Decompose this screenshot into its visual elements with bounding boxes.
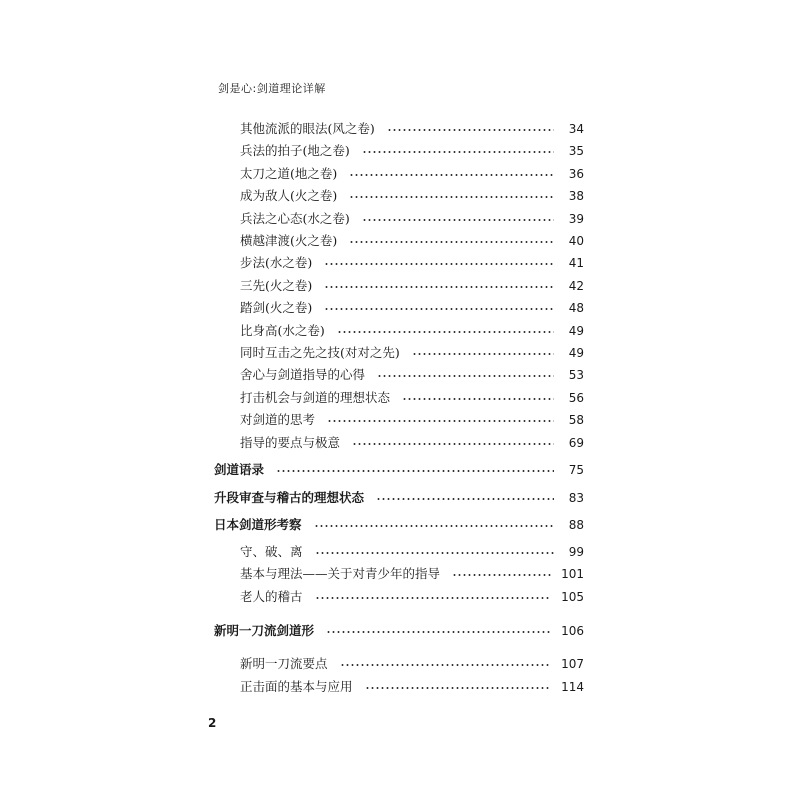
- toc-entry-page: 41: [568, 256, 584, 270]
- page-number: 2: [208, 716, 217, 730]
- toc-chapter-title: 新明一刀流剑道形: [214, 623, 315, 638]
- toc-entry-title: 新明一刀流要点: [240, 656, 328, 671]
- toc-entry-page: 48: [568, 301, 584, 315]
- dot-leader: [326, 631, 551, 633]
- toc-chapter[interactable]: [214, 488, 584, 508]
- toc-entry-page: 42: [568, 279, 584, 293]
- toc-entry-page: 38: [568, 189, 584, 203]
- dot-leader: [412, 353, 554, 355]
- toc-entry-title: 横越津渡(火之卷): [240, 233, 338, 248]
- dot-leader: [314, 525, 554, 527]
- toc-entry-page: 39: [568, 212, 584, 226]
- dot-leader: [324, 308, 554, 310]
- toc-chapter-page: 83: [568, 491, 584, 505]
- toc-entry-page: 58: [568, 413, 584, 427]
- dot-leader: [315, 552, 554, 554]
- toc-entry-title: 兵法之心态(水之卷): [240, 211, 350, 226]
- toc-entry[interactable]: [240, 321, 584, 341]
- toc-entry[interactable]: [240, 141, 584, 161]
- toc-entry-title: 步法(水之卷): [240, 255, 313, 270]
- toc-entry-page: 40: [568, 234, 584, 248]
- dot-leader: [402, 398, 554, 400]
- dot-leader: [324, 263, 554, 265]
- toc-entry-page: 53: [568, 368, 584, 382]
- toc-entry-title: 太刀之道(地之卷): [240, 166, 338, 181]
- dot-leader: [337, 331, 554, 333]
- toc-entry-page: 107: [561, 657, 584, 671]
- dot-leader: [324, 286, 554, 288]
- dot-leader: [349, 196, 554, 198]
- toc-entry-page: 34: [568, 122, 584, 136]
- dot-leader: [349, 174, 554, 176]
- toc-chapter-title: 日本剑道形考察: [214, 517, 302, 532]
- toc-chapter-page: 88: [568, 518, 584, 532]
- toc-entry[interactable]: [240, 564, 584, 584]
- toc-entry[interactable]: [240, 654, 584, 674]
- toc-entry-title: 指导的要点与极意: [240, 435, 341, 450]
- toc-entry-page: 69: [568, 436, 584, 450]
- dot-leader: [362, 219, 554, 221]
- dot-leader: [452, 574, 551, 576]
- dot-leader: [362, 151, 554, 153]
- toc-chapter[interactable]: [214, 460, 584, 480]
- toc-entry[interactable]: [240, 298, 584, 318]
- toc-entry[interactable]: [240, 587, 584, 607]
- toc-chapter-title: 剑道语录: [214, 462, 265, 477]
- toc-entry-page: 49: [568, 346, 584, 360]
- toc-entry-page: 35: [568, 144, 584, 158]
- toc-entry[interactable]: [240, 433, 584, 453]
- toc-entry-page: 114: [561, 680, 584, 694]
- toc-entry-title: 其他流派的眼法(风之卷): [240, 121, 375, 136]
- toc-entry[interactable]: [240, 186, 584, 206]
- toc-entry-title: 对剑道的思考: [240, 412, 316, 427]
- dot-leader: [365, 687, 552, 689]
- toc-entry[interactable]: [240, 209, 584, 229]
- toc-entry-page: 36: [568, 167, 584, 181]
- toc-entry-page: 101: [561, 567, 584, 581]
- toc-entry[interactable]: [240, 253, 584, 273]
- toc-entry-title: 基本与理法——关于对青少年的指导: [240, 566, 441, 581]
- toc-entry-page: 105: [561, 590, 584, 604]
- dot-leader: [349, 241, 554, 243]
- toc-entry-title: 守、破、离: [240, 544, 303, 559]
- dot-leader: [376, 498, 554, 500]
- dot-leader: [327, 420, 554, 422]
- dot-leader: [315, 597, 552, 599]
- running-header: 剑是心:剑道理论详解: [218, 82, 326, 95]
- toc-entry[interactable]: [240, 119, 584, 139]
- toc-entry[interactable]: [240, 388, 584, 408]
- dot-leader: [352, 443, 554, 445]
- dot-leader: [387, 129, 554, 131]
- toc-entry[interactable]: [240, 677, 584, 697]
- toc-entry-page: 49: [568, 324, 584, 338]
- toc-entry[interactable]: [240, 410, 584, 430]
- toc-entry-title: 正击面的基本与应用: [240, 679, 353, 694]
- toc-entry-title: 兵法的拍子(地之卷): [240, 143, 350, 158]
- toc-chapter-title: 升段审查与稽古的理想状态: [214, 490, 365, 505]
- dot-leader: [377, 375, 554, 377]
- toc-entry[interactable]: [240, 231, 584, 251]
- toc-entry-title: 成为敌人(火之卷): [240, 188, 338, 203]
- toc-entry[interactable]: [240, 542, 584, 562]
- toc-chapter-page: 75: [568, 463, 584, 477]
- toc-entry[interactable]: [240, 365, 584, 385]
- toc-entry-title: 比身高(水之卷): [240, 323, 325, 338]
- toc-entry-title: 老人的稽古: [240, 589, 303, 604]
- toc-entry-title: 三先(火之卷): [240, 278, 313, 293]
- toc-chapter-page: 106: [561, 624, 584, 638]
- toc-entry-title: 打击机会与剑道的理想状态: [240, 390, 391, 405]
- toc-entry-title: 舍心与剑道指导的心得: [240, 367, 366, 382]
- toc-chapter[interactable]: [214, 621, 584, 641]
- toc-chapter[interactable]: [214, 515, 584, 535]
- toc-entry-title: 踏剑(火之卷): [240, 300, 313, 315]
- dot-leader: [340, 664, 552, 666]
- toc-entry-title: 同时互击之先之技(对对之先): [240, 345, 400, 360]
- toc-entry-page: 99: [568, 545, 584, 559]
- toc-entry[interactable]: [240, 276, 584, 296]
- toc-entry[interactable]: [240, 343, 584, 363]
- dot-leader: [276, 470, 554, 472]
- toc-entry-page: 56: [568, 391, 584, 405]
- toc-entry[interactable]: [240, 164, 584, 184]
